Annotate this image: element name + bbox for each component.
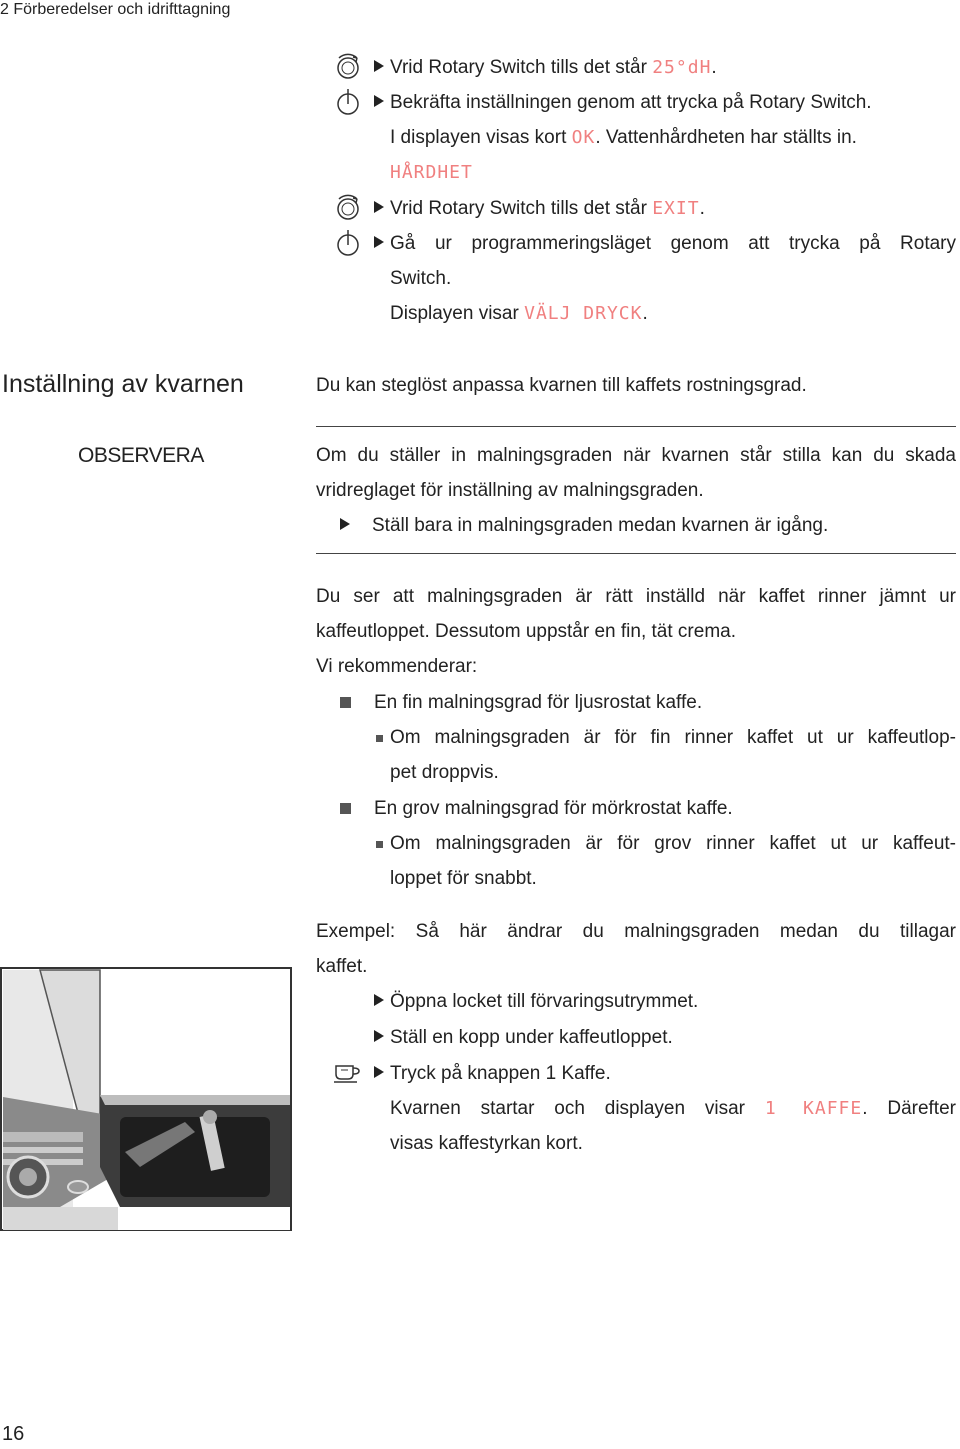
- display-hardhet: [390, 155, 473, 190]
- note-text: Om du ställer in malningsgraden när kvarnen står stilla kan du skada: [316, 445, 956, 466]
- cup-icon: [333, 1060, 363, 1086]
- square-bullet-icon: [340, 803, 351, 814]
- small-square-bullet-icon: [376, 735, 383, 742]
- arrow-bullet-icon: [374, 994, 384, 1006]
- small-square-bullet-icon: [376, 841, 383, 848]
- arrow-bullet-icon: [340, 518, 350, 530]
- display-readout: 1 KAFFE: [764, 1098, 863, 1119]
- chapter-header: 2 Förberedelser och idrifttagning: [0, 1, 231, 18]
- step-exit-programming-cont: Switch.: [390, 268, 452, 289]
- arrow-bullet-icon: [374, 1030, 384, 1042]
- display-readout: HÅRDHET: [390, 162, 473, 183]
- sub-list-item-cont: loppet för snabbt.: [390, 868, 537, 889]
- square-bullet-icon: [340, 697, 351, 708]
- step-exit-result: Displayen visar VÄLJ DRYCK.: [390, 303, 648, 324]
- arrow-bullet-icon: [374, 95, 384, 107]
- paragraph-cont: kaffeutloppet. Dessutom uppstår en fin, tät crema.: [316, 621, 736, 642]
- list-item: En fin malningsgrad för ljusrostat kaffe.: [374, 692, 703, 713]
- step-turn-exit: Vrid Rotary Switch tills det står EXIT.: [374, 191, 705, 226]
- paragraph: Du ser att malningsgraden är rätt inställd när kaffet rinner jämnt ur: [316, 586, 956, 607]
- example-result: Kvarnen startar och displayen visar 1 KAFFE. Därefter: [390, 1098, 956, 1119]
- divider: [316, 426, 956, 427]
- step-confirm: Bekräfta inställningen genom att trycka på Rotary Switch.: [374, 85, 872, 120]
- rotary-turn-icon: [333, 193, 363, 223]
- example-heading: Exempel: Så här ändrar du malningsgraden medan du tillagar: [316, 921, 956, 942]
- display-readout: VÄLJ DRYCK: [524, 303, 643, 324]
- step-exit-programming: Gå ur programmeringsläget genom att trycka på Rotary: [374, 226, 956, 261]
- section-heading: Inställning av kvarnen: [2, 370, 244, 398]
- example-step: Öppna locket till förvaringsutrymmet.: [374, 984, 698, 1019]
- rotary-press-icon: [333, 87, 363, 117]
- rotary-turn-icon: [333, 52, 363, 82]
- coffee-machine-illustration: [0, 967, 292, 1231]
- display-readout: OK: [571, 127, 596, 148]
- rotary-press-icon: [333, 228, 363, 258]
- note-action: Ställ bara in malningsgraden medan kvarnen är igång.: [340, 508, 828, 543]
- sub-list-item: Om malningsgraden är för fin rinner kaffet ut ur kaffeutlop-: [390, 727, 956, 748]
- arrow-bullet-icon: [374, 236, 384, 248]
- note-text-cont: vridreglaget för inställning av malningsgraden.: [316, 480, 704, 501]
- example-step: Ställ en kopp under kaffeutloppet.: [374, 1020, 673, 1055]
- arrow-bullet-icon: [374, 1066, 384, 1078]
- list-item: En grov malningsgrad för mörkrostat kaffe.: [374, 798, 733, 819]
- step-confirm-result: I displayen visas kort OK. Vattenhårdheten har ställts in.: [390, 127, 857, 148]
- arrow-bullet-icon: [374, 201, 384, 213]
- example-result-cont: visas kaffestyrkan kort.: [390, 1133, 583, 1154]
- example-heading-cont: kaffet.: [316, 956, 368, 977]
- display-readout: 25°dH: [652, 57, 712, 78]
- example-step: Tryck på knappen 1 Kaffe.: [374, 1056, 611, 1091]
- arrow-bullet-icon: [374, 60, 384, 72]
- section-intro: Du kan steglöst anpassa kvarnen till kaffets rostningsgrad.: [316, 375, 807, 396]
- sub-list-item-cont: pet droppvis.: [390, 762, 499, 783]
- divider: [316, 553, 956, 554]
- recommend-label: Vi rekommenderar:: [316, 656, 478, 677]
- step-turn-25dh: Vrid Rotary Switch tills det står 25°dH.: [374, 50, 717, 85]
- display-readout: EXIT: [652, 198, 700, 219]
- page-number: 16: [2, 1423, 25, 1445]
- sub-list-item: Om malningsgraden är för grov rinner kaffet ut ur kaffeut-: [390, 833, 956, 854]
- note-label: OBSERVERA: [78, 444, 204, 467]
